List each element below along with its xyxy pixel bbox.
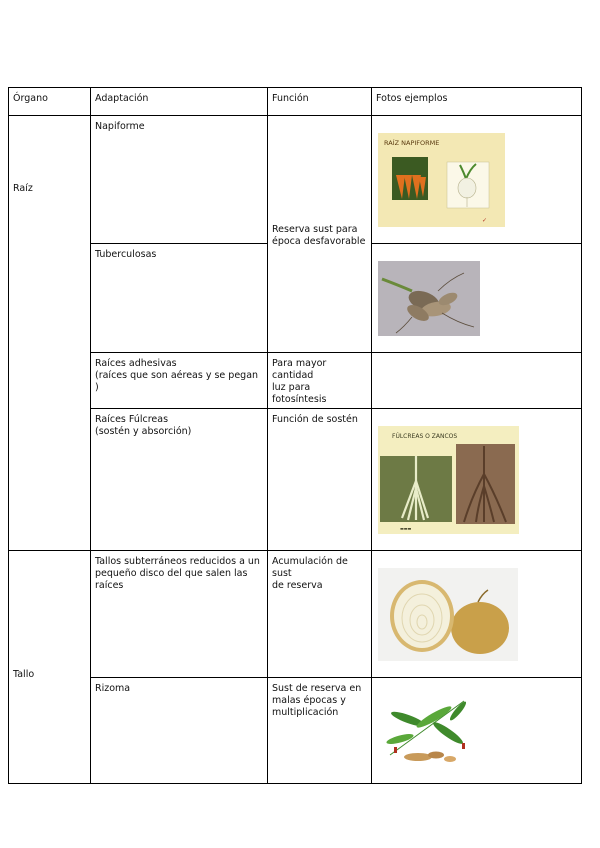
photo-caption: RAÍZ NAPIFORME (384, 139, 440, 147)
tuberous-root-photo (378, 261, 480, 336)
onion-photo (378, 568, 518, 661)
photo-cell (372, 409, 582, 551)
header-organo: Órgano (9, 88, 91, 116)
adaptation-cell: Tuberculosas (91, 244, 268, 353)
adaptation-cell: Rizoma (91, 678, 268, 784)
header-fotos: Fotos ejemplos (372, 88, 582, 116)
svg-text:▬▬▬: ▬▬▬ (400, 526, 412, 531)
photo-caption: FÚLCREAS O ZANCOS (392, 433, 458, 440)
photo-cell (372, 678, 582, 784)
function-cell: Reserva sust para época desfavorable (268, 116, 372, 353)
function-cell: Acumulación de sust de reserva (268, 551, 372, 678)
adaptation-cell: Tallos subterráneos reducidos a un pequeño disco del que salen las raíces (91, 551, 268, 678)
adaptation-cell: Napiforme (91, 116, 268, 244)
adaptation-cell: Raíces adhesivas (raíces que son aéreas y se pegan ) (91, 353, 268, 409)
table-row (9, 116, 582, 244)
napiform-root-photo (378, 133, 505, 227)
rhizome-illustration (378, 695, 474, 767)
table-row (9, 353, 582, 409)
header-funcion: Función (268, 88, 372, 116)
function-cell: Función de sostén (268, 409, 372, 551)
svg-text:✓: ✓ (482, 217, 488, 224)
adaptations-table (8, 87, 582, 784)
table-row (9, 409, 582, 551)
table-row (9, 551, 582, 678)
function-cell: Sust de reserva en malas épocas y multiplicación (268, 678, 372, 784)
organ-cell (9, 116, 91, 551)
prop-root-photo (378, 426, 519, 534)
organ-label-raiz: Raíz (13, 183, 33, 194)
photo-cell (372, 116, 582, 244)
photo-cell (372, 551, 582, 678)
header-row (9, 88, 582, 116)
adaptation-cell: Raíces Fúlcreas (sostén y absorción) (91, 409, 268, 551)
photo-cell (372, 244, 582, 353)
cut-onion (390, 580, 454, 652)
organ-label-tallo: Tallo (13, 668, 35, 680)
turnip-root (458, 178, 476, 198)
function-cell: Para mayor cantidad luz para fotosíntesis (268, 353, 372, 409)
table-row (9, 678, 582, 784)
organ-cell (9, 551, 91, 784)
photo-cell-empty (372, 353, 582, 409)
header-adaptacion: Adaptación (91, 88, 268, 116)
mangrove-photo (456, 444, 515, 524)
